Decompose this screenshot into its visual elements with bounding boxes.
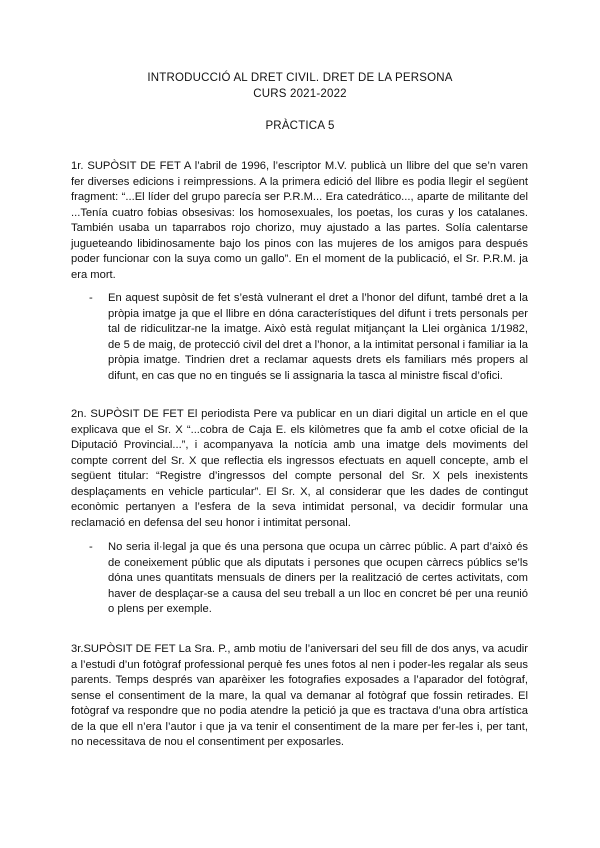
case-1-statement: 1r. SUPÒSIT DE FET A l’abril de 1996, l’escriptor M.V. publicà un llibre del que se’n varen fer diverses edicions i reimpressions. A la primera edició del llibre es podia llegir el següent fragment: “...El líder del grupo parecía ser P.R.M... Era catedrático..., aparte de militante del ...Tenía cuatro fobias obsesivas: los homosexuales, los poetas, los curas y los catalanes. También usaba un taparrabos rojo chorizo, muy ajustado a las partes. Solía calentarse jugueteando libidinosamente bajo los pinos con las mujeres de los amigos para después poder funcionar con la suya como un gallo”. En el moment de la publicació, el Sr. P.R.M. ja era mort. xyxy=(71,160,528,281)
document-title: INTRODUCCIÓ AL DRET CIVIL. DRET DE LA PERSONA xyxy=(147,72,453,84)
case-2-answer: No seria il·legal ja que és una persona que ocupa un càrrec públic. A part d’això és de coneixement públic que als diputats i persones que ocupen càrrecs públics se’ls dóna unes quantitats mensuals de diners per la realització de certes activitats, com haver de desplaçar-se a causa del seu treball a un lloc en concret bé per una reunió o plens per exemple. xyxy=(108,541,528,616)
case-1-dash: - xyxy=(89,292,93,304)
case-2-statement: 2n. SUPÒSIT DE FET El periodista Pere va publicar en un diari digital un article en el que explicava que el Sr. X “...cobra de Caja E. els kilòmetres que fa amb el cotxe oficial de la Diputació Provincial...”, i acompanyava la notícia amb una imatge dels moviments del compte corrent del Sr. X que reflectia els ingressos efectuats en aquell concepte, amb el següent titular: “Registre d’ingressos del compte personal del Sr. X pels inexistents desplaçaments en vehicle particular”. El Sr. X, al considerar que les dades de contingut econòmic pertanyen a l’esfera de la seva intimidat personal, va decidir formular una reclamació en defensa del seu honor i intimitat personal. xyxy=(71,408,528,529)
case-1-answer: En aquest supòsit de fet s’està vulnerant el dret a l’honor del difunt, també dret a la pròpia imatge ja que el llibre en dóna característiques del difunt i trets personals per tal de ridiculitzar-ne la imatge. Això està regulat mitjançant la Llei orgànica 1/1982, de 5 de maig, de protecció civil del dret a l’honor, a la intimitat personal i familiar ia la pròpia imatge. Tindrien dret a reclamar aquests drets els familiars més propers al difunt, en cas que no en tingués se li assignaria la tasca al ministre fiscal d’ofici. xyxy=(108,292,528,382)
case-3-statement: 3r.SUPÒSIT DE FET La Sra. P., amb motiu de l’aniversari del seu fill de dos anys, va acudir a l’estudi d’un fotògraf professional perquè fes unes fotos al nen i poder-les regalar als seus parents. Temps després van aparèixer les fotografies exposades a l’aparador del fotògraf, sense el consentiment de la mare, la qual va demanar al fotògraf que fossin retirades. El fotògraf va respondre que no podia atendre la petició ja que es tractava d’una obra artística de la que ell n’era l’autor i que ja va tenir el consentiment de la mare per fer-les i, per tant, no necessitava de nou el consentiment per exposarles. xyxy=(71,643,528,749)
practice-label: PRÀCTICA 5 xyxy=(265,120,335,132)
case-2-dash: - xyxy=(89,541,93,553)
course-label: CURS 2021-2022 xyxy=(253,88,347,100)
